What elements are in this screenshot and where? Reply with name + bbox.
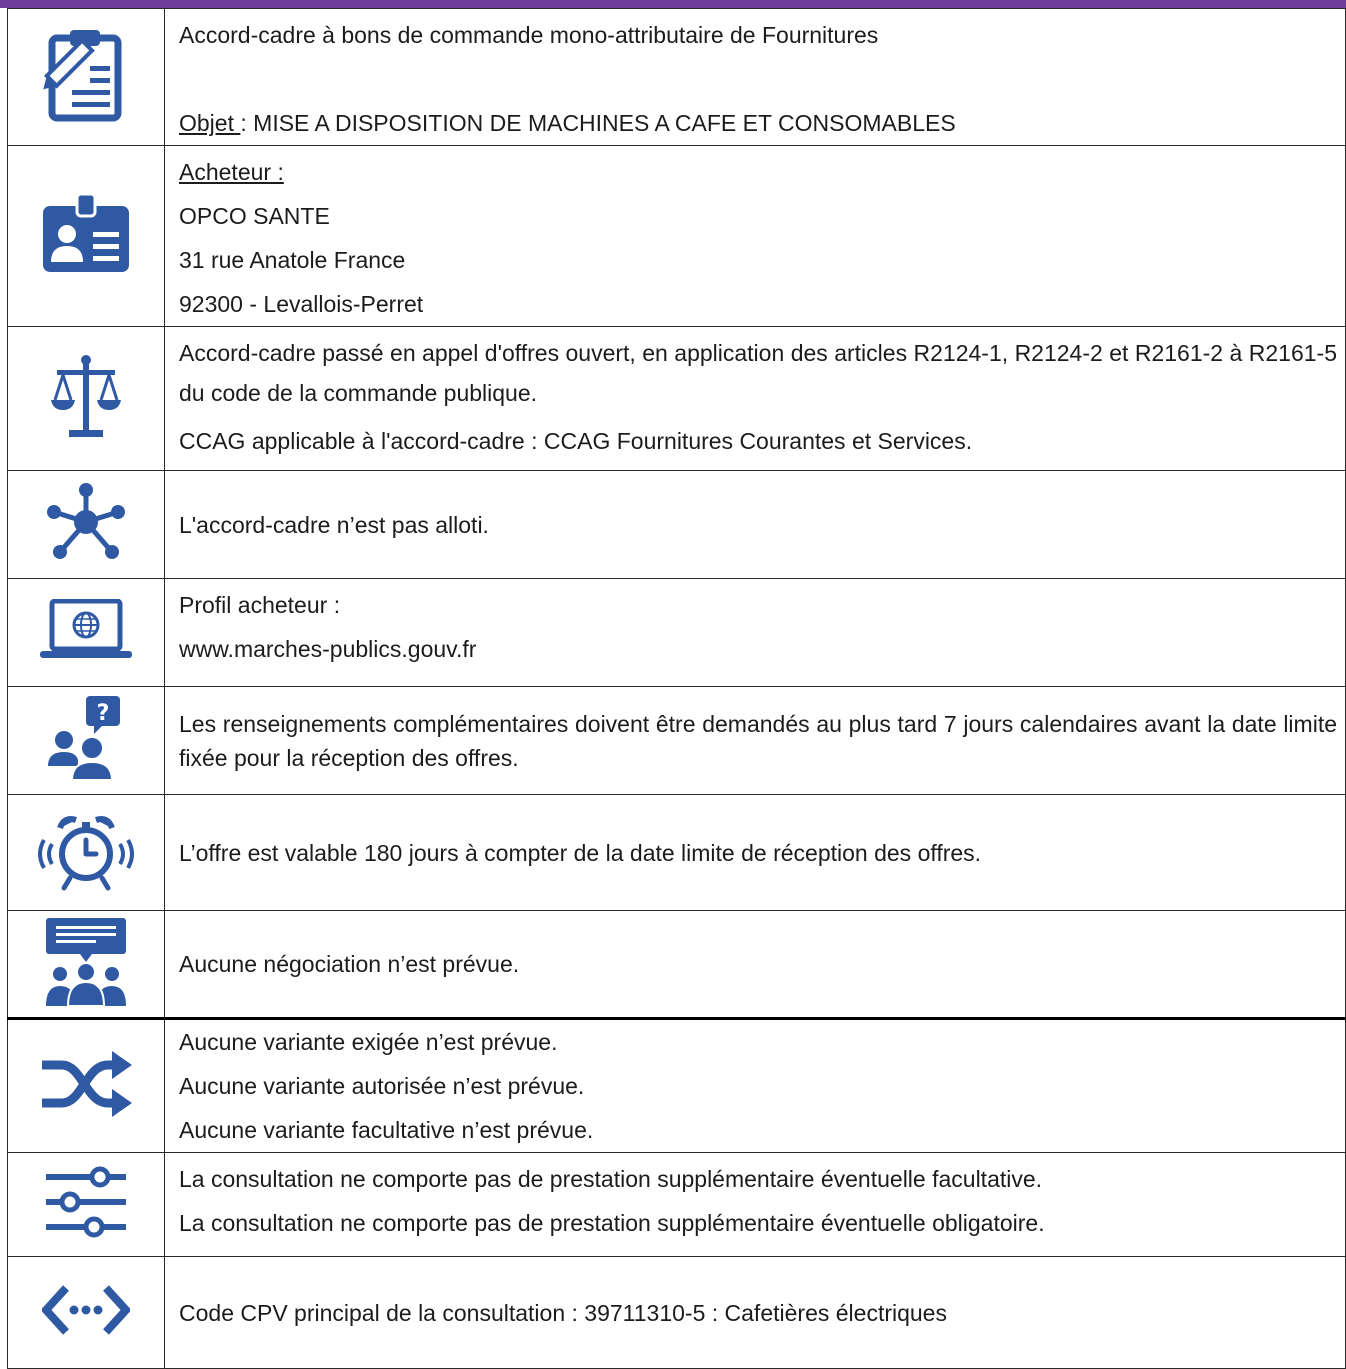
network-hub-icon (46, 482, 126, 562)
table-row (8, 1153, 1346, 1257)
icon-cell (8, 911, 165, 1019)
icon-cell (8, 579, 165, 687)
meeting-board-icon (42, 916, 130, 1008)
mandatory-service-text: La consultation ne comporte pas de prestation supplémentaire éventuelle obligatoire. (179, 1210, 1045, 1236)
procedure-type-text: Accord-cadre à bons de commande mono-attributaire de Fournitures (179, 22, 879, 48)
legal-basis-text: Accord-cadre passé en appel d'offres ouvert, en application des articles R2124-1, R2124-2 et R2161-2 à R2161-5 du code de la commande publique. (179, 340, 1337, 406)
variant-optional-text: Aucune variante facultative n’est prévue. (179, 1117, 594, 1143)
variant-authorized-text: Aucune variante autorisée n’est prévue. (179, 1073, 585, 1099)
icon-cell (8, 795, 165, 911)
table-row (8, 1257, 1346, 1369)
ccag-text: CCAG applicable à l'accord-cadre : CCAG Fournitures Courantes et Services. (179, 428, 973, 454)
buyer-address-city: 92300 - Levallois-Perret (179, 291, 424, 317)
svg-text:?: ? (96, 701, 110, 726)
buyer-profile-label: Profil acheteur : (179, 592, 341, 618)
table-row (8, 579, 1346, 687)
table-row (8, 327, 1346, 471)
icon-cell (8, 146, 165, 327)
consultation-summary-table (7, 8, 1346, 1369)
cpv-code-cell (165, 1257, 1346, 1369)
objet-separator: : (240, 110, 254, 136)
scales-icon (51, 352, 121, 440)
table-row (8, 1019, 1346, 1153)
table-row (8, 687, 1346, 795)
icon-cell (8, 9, 165, 146)
shuffle-arrows-icon (38, 1049, 134, 1119)
table-row (8, 911, 1346, 1019)
icon-cell (8, 1153, 165, 1257)
laptop-globe-icon (38, 599, 134, 661)
id-badge-icon (41, 194, 131, 274)
icon-cell (8, 327, 165, 471)
legal-basis-cell (165, 327, 1346, 471)
table-row (8, 471, 1346, 579)
icon-cell (8, 1257, 165, 1369)
optional-service-text: La consultation ne comporte pas de prestation supplémentaire éventuelle facultative. (179, 1166, 1043, 1192)
buyer-heading: Acheteur : (179, 159, 284, 185)
icon-cell (8, 471, 165, 579)
code-brackets-icon (42, 1284, 130, 1336)
cpv-code-text: Code CPV principal de la consultation : 39711310-5 : Cafetières électriques (179, 1299, 947, 1326)
buyer-cell (165, 146, 1346, 327)
icon-cell (8, 687, 165, 795)
offer-validity-text: L’offre est valable 180 jours à compter de la date limite de réception des offres. (179, 839, 982, 866)
table-row (8, 9, 1346, 146)
clipboard-pencil-icon (42, 26, 130, 124)
objet-value: MISE A DISPOSITION DE MACHINES A CAFE ET CONSOMABLES (253, 110, 956, 136)
offer-validity-cell (165, 795, 1346, 911)
sliders-icon (44, 1166, 128, 1238)
table-row (8, 795, 1346, 911)
alarm-clock-icon (38, 808, 134, 892)
header-accent-bar (0, 0, 1346, 8)
additional-info-text: Les renseignements complémentaires doivent être demandés au plus tard 7 jours calendaires avant la date limite fixée pour la réception des offres. (179, 710, 1337, 771)
allotment-cell (165, 471, 1346, 579)
people-question-icon (46, 694, 126, 782)
objet-line (179, 101, 1337, 145)
buyer-profile-url[interactable]: www.marches-publics.gouv.fr (179, 636, 477, 662)
negotiation-text: Aucune négociation n’est prévue. (179, 951, 520, 977)
allotment-text: L'accord-cadre n’est pas alloti. (179, 511, 489, 538)
buyer-address-street: 31 rue Anatole France (179, 247, 406, 273)
objet-label: Objet (179, 110, 241, 136)
supplementary-services-cell (165, 1153, 1346, 1257)
icon-cell (8, 1019, 165, 1153)
table-row (8, 146, 1346, 327)
negotiation-cell (165, 911, 1346, 1019)
buyer-name: OPCO SANTE (179, 203, 330, 229)
procedure-type-cell (165, 9, 1346, 146)
additional-info-cell (165, 687, 1346, 795)
variants-cell (165, 1019, 1346, 1153)
variant-required-text: Aucune variante exigée n’est prévue. (179, 1029, 558, 1055)
buyer-profile-cell (165, 579, 1346, 687)
